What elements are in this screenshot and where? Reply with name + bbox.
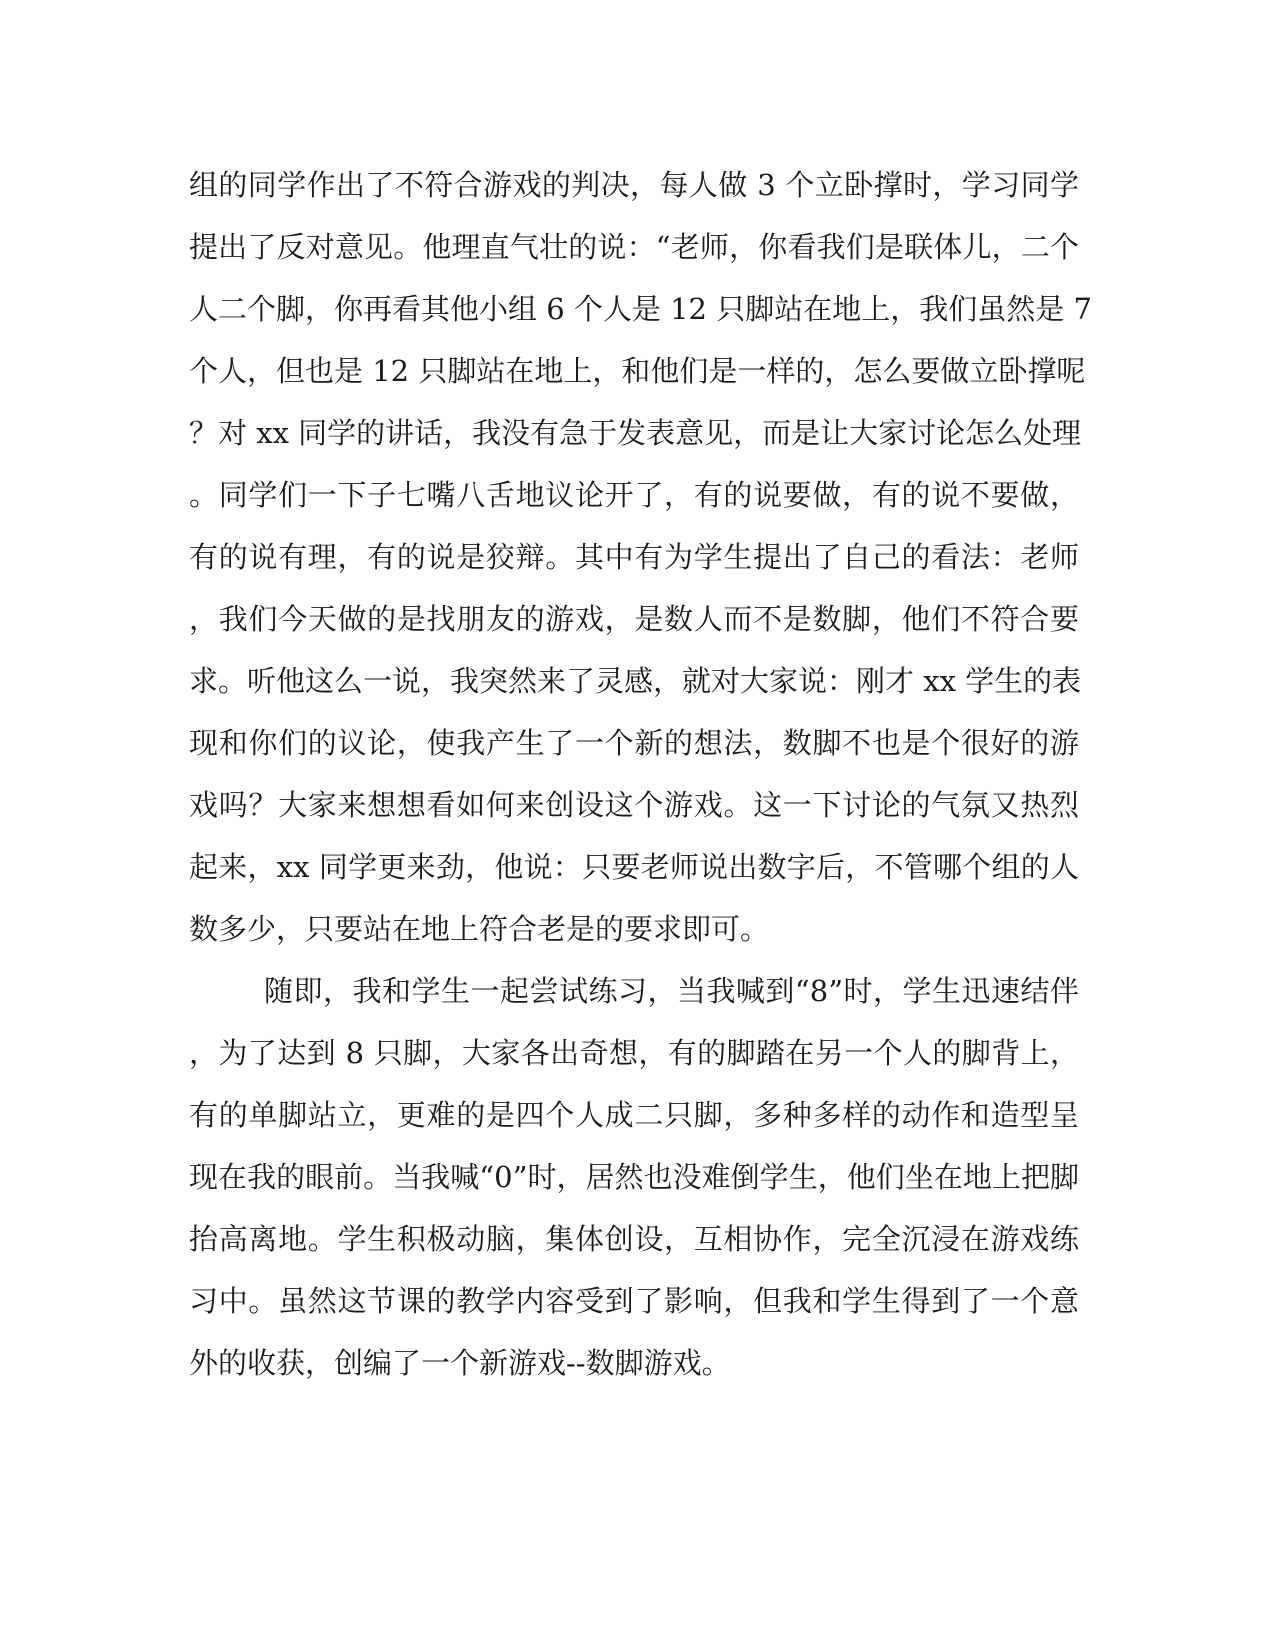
text-line: ？对 xx 同学的讲话，我没有急于发表意见，而是让大家讨论怎么处理 (189, 416, 1082, 450)
body-text (189, 164, 1092, 1404)
text-line: 现和你们的议论，使我产生了一个新的想法，数脚不也是个很好的游 (189, 726, 1079, 760)
text-line: ，我们今天做的是找朋友的游戏，是数人而不是数脚，他们不符合要 (189, 602, 1079, 636)
text-line: 习中。虽然这节课的教学内容受到了影响，但我和学生得到了一个意 (189, 1284, 1079, 1318)
text-line: 人二个脚，你再看其他小组 6 个人是 12 只脚站在地上，我们虽然是 7 (189, 292, 1092, 326)
text-line: ，为了达到 8 只脚，大家各出奇想，有的脚踏在另一个人的脚背上， (189, 1036, 1079, 1070)
text-line: 抬高离地。学生积极动脑，集体创设，互相协作，完全沉浸在游戏练 (189, 1222, 1079, 1256)
text-line: 数多少，只要站在地上符合老是的要求即可。 (189, 912, 770, 946)
text-line: 外的收获，创编了一个新游戏--数脚游戏。 (189, 1346, 731, 1380)
text-line: 戏吗？大家来想想看如何来创设这个游戏。这一下讨论的气氛又热烈 (189, 788, 1079, 822)
text-line: 提出了反对意见。他理直气壮的说：“老师，你看我们是联体儿，二个 (189, 230, 1079, 264)
text-line: 求。听他这么一说，我突然来了灵感，就对大家说：刚才 xx 学生的表 (189, 664, 1082, 698)
text-line: 。同学们一下子七嘴八舌地议论开了，有的说要做，有的说不要做， (189, 478, 1079, 512)
text-line: 有的说有理，有的说是狡辩。其中有为学生提出了自己的看法：老师 (189, 540, 1079, 574)
text-line: 有的单脚站立，更难的是四个人成二只脚，多种多样的动作和造型呈 (189, 1098, 1079, 1132)
text-line-indented: 随即，我和学生一起尝试练习，当我喊到“8”时，学生迅速结伴 (264, 974, 1079, 1008)
text-line: 起来，xx 同学更来劲，他说：只要老师说出数字后，不管哪个组的人 (189, 850, 1079, 884)
text-line: 个人，但也是 12 只脚站在地上，和他们是一样的，怎么要做立卧撑呢 (189, 354, 1086, 388)
text-line: 组的同学作出了不符合游戏的判决，每人做 3 个立卧撑时，学习同学 (189, 168, 1079, 202)
text-line: 现在我的眼前。当我喊“0”时，居然也没难倒学生，他们坐在地上把脚 (189, 1160, 1079, 1194)
